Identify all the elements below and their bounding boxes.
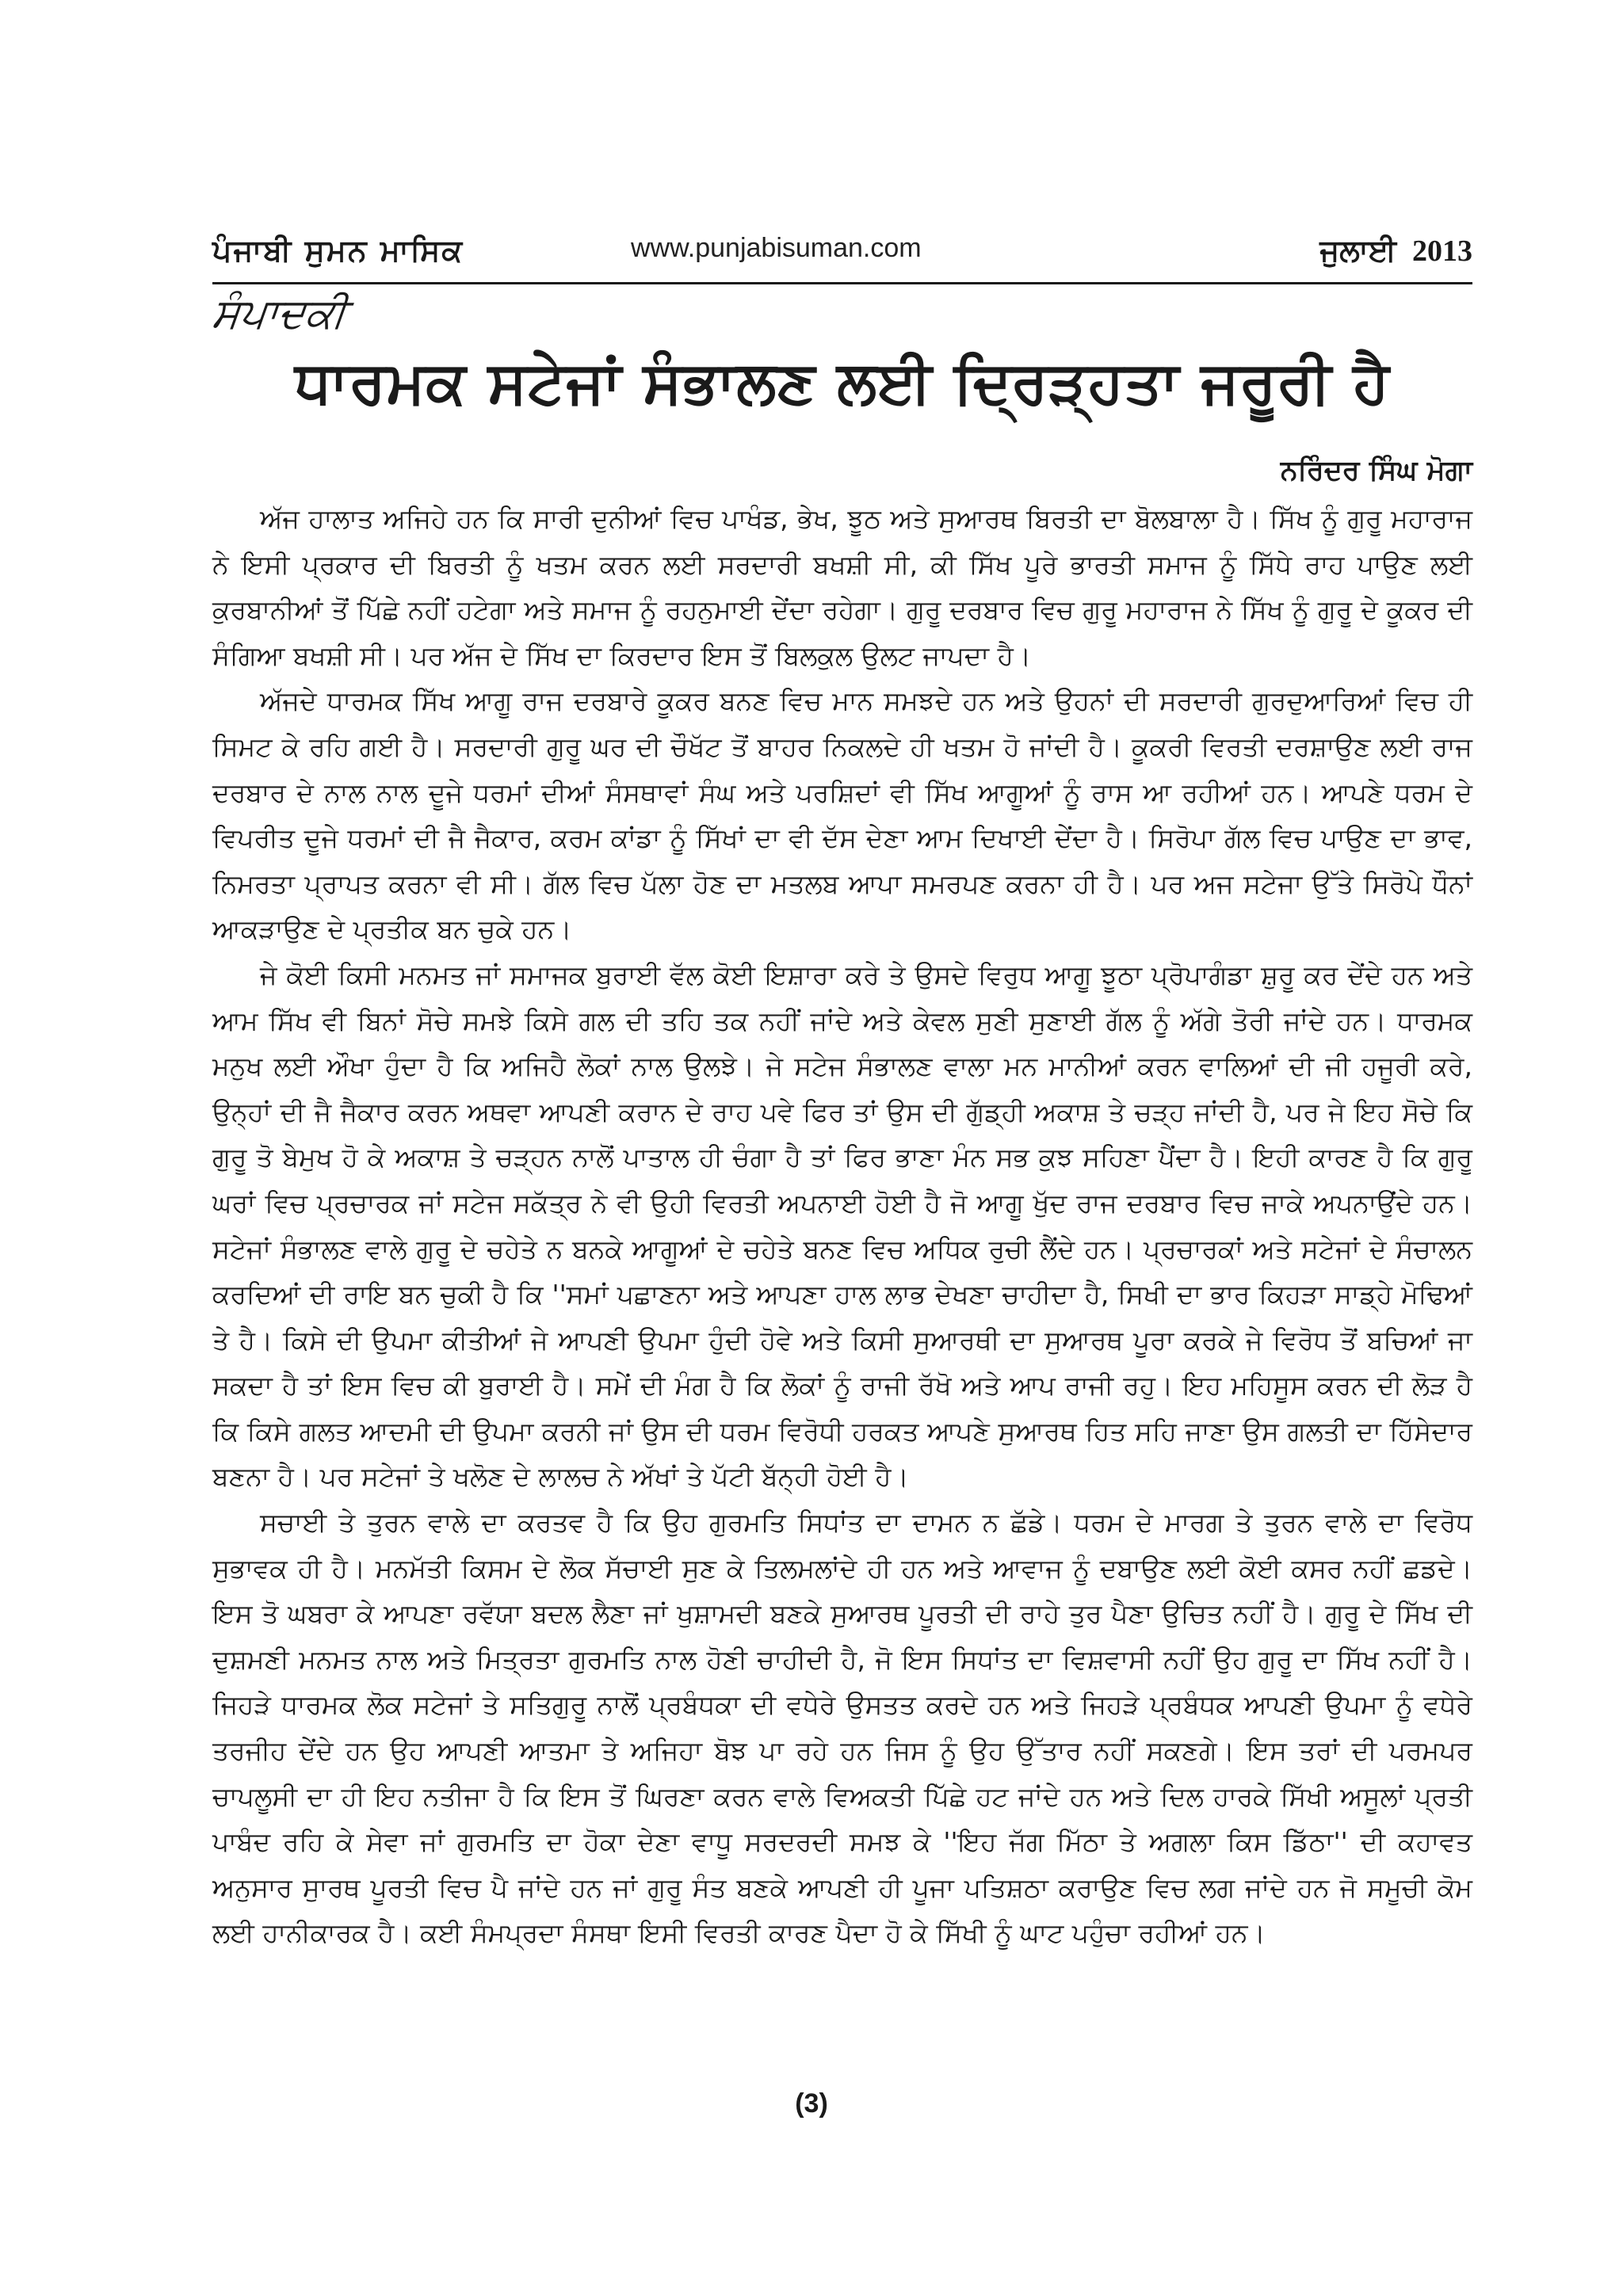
page-number: (3) <box>795 2088 828 2119</box>
page-header <box>212 227 1472 277</box>
issue-date <box>1319 233 1472 269</box>
article-author: ਨਰਿੰਦਰ ਸਿੰਘ ਮੋਗਾ <box>1280 455 1472 486</box>
paragraph: ਜੇ ਕੋਈ ਕਿਸੀ ਮਨਮਤ ਜਾਂ ਸਮਾਜਕ ਬੁਰਾਈ ਵੱਲ ਕੋਈ ਇਸ਼ਾਰਾ ਕਰੇ ਤੇ ਉਸਦੇ ਵਿਰੁਧ ਆਗੂ ਝੂਠਾ ਪ੍ਰੋਪਾਗੰਡਾ ਸ਼ੁਰੂ ਕਰ ਦੇਂਦੇ ਹਨ ਅਤੇ ਆਮ ਸਿੱਖ ਵੀ ਬਿਨਾਂ ਸੋਚੇ ਸਮਝੇ ਕਿਸੇ ਗਲ ਦੀ ਤਹਿ ਤਕ ਨਹੀਂ ਜਾਂਦੇ ਅਤੇ ਕੇਵਲ ਸੁਣੀ ਸੁਣਾਈ ਗੱਲ ਨੂੰ ਅੱਗੇ ਤੋਰੀ ਜਾਂਦੇ ਹਨ। ਧਾਰਮਕ ਮਨੁਖ ਲਈ ਔਖਾ ਹੁੰਦਾ ਹੈ ਕਿ ਅਜਿਹੈ ਲੋਕਾਂ ਨਾਲ ਉਲਝੇ। ਜੇ ਸਟੇਜ ਸੰਭਾਲਣ ਵਾਲਾ ਮਨ ਮਾਨੀਆਂ ਕਰਨ ਵਾਲਿਆਂ ਦੀ ਜੀ ਹਜੂਰੀ ਕਰੇ, ਉਨ੍ਹਾਂ ਦੀ ਜੈ ਜੈਕਾਰ ਕਰਨ ਅਥਵਾ ਆਪਣੀ ਕਰਾਨ ਦੇ ਰਾਹ ਪਵੇ ਫਿਰ ਤਾਂ ਉਸ ਦੀ ਗੁੱਡ੍ਹੀ ਅਕਾਸ਼ ਤੇ ਚੜ੍ਹ ਜਾਂਦੀ ਹੈ, ਪਰ ਜੇ ਇਹ ਸੋਚੇ ਕਿ ਗੁਰੂ ਤੋ ਬੇਮੁਖ ਹੋ ਕੇ ਅਕਾਸ਼ ਤੇ ਚੜ੍ਹਨ ਨਾਲੋਂ ਪਾਤਾਲ ਹੀ ਚੰਗਾ ਹੈ ਤਾਂ ਫਿਰ ਭਾਣਾ ਮੰਨ ਸਭ ਕੁਝ ਸਹਿਣਾ ਪੈਂਦਾ ਹੈ। ਇਹੀ ਕਾਰਣ ਹੈ ਕਿ ਗੁਰੂ ਘਰਾਂ ਵਿਚ ਪ੍ਰਚਾਰਕ ਜਾਂ ਸਟੇਜ ਸਕੱਤ੍ਰ ਨੇ ਵੀ ਉਹੀ ਵਿਰਤੀ ਅਪਨਾਈ ਹੋਈ ਹੈ ਜੋ ਆਗੂ ਖੁੱਦ ਰਾਜ ਦਰਬਾਰ ਵਿਚ ਜਾਕੇ ਅਪਨਾਉਂਦੇ ਹਨ।ਸਟੇਜਾਂ ਸੰਭਾਲਣ ਵਾਲੇ ਗੁਰੂ ਦੇ ਚਹੇਤੇ ਨ ਬਨਕੇ ਆਗੂਆਂ ਦੇ ਚਹੇਤੇ ਬਨਣ ਵਿਚ ਅਧਿਕ ਰੁਚੀ ਲੈਂਦੇ ਹਨ। ਪ੍ਰਚਾਰਕਾਂ ਅਤੇ ਸਟੇਜਾਂ ਦੇ ਸੰਚਾਲਨ ਕਰਦਿਆਂ ਦੀ ਰਾਇ ਬਨ ਚੁਕੀ ਹੈ ਕਿ ''ਸਮਾਂ ਪਛਾਣਨਾ ਅਤੇ ਆਪਣਾ ਹਾਲ ਲਾਭ ਦੇਖਣਾ ਚਾਹੀਦਾ ਹੈ, ਸਿਖੀ ਦਾ ਭਾਰ ਕਿਹੜਾ ਸਾਡ੍ਹੇ ਮੋਢਿਆਂ ਤੇ ਹੈ। ਕਿਸੇ ਦੀ ਉਪਮਾ ਕੀਤੀਆਂ ਜੇ ਆਪਣੀ ਉਪਮਾ ਹੁੰਦੀ ਹੋਵੇ ਅਤੇ ਕਿਸੀ ਸੁਆਰਥੀ ਦਾ ਸੁਆਰਥ ਪੂਰਾ ਕਰਕੇ ਜੇ ਵਿਰੋਧ ਤੋਂ ਬਚਿਆਂ ਜਾ ਸਕਦਾ ਹੈ ਤਾਂ ਇਸ ਵਿਚ ਕੀ ਬੁਰਾਈ ਹੈ। ਸਮੇਂ ਦੀ ਮੰਗ ਹੈ ਕਿ ਲੋਕਾਂ ਨੂੰ ਰਾਜੀ ਰੱਖੋ ਅਤੇ ਆਪ ਰਾਜੀ ਰਹੁ। ਇਹ ਮਹਿਸੂਸ ਕਰਨ ਦੀ ਲੋੜ ਹੈ ਕਿ ਕਿਸੇ ਗਲਤ ਆਦਮੀ ਦੀ ਉਪਮਾ ਕਰਨੀ ਜਾਂ ਉਸ ਦੀ ਧਰਮ ਵਿਰੋਧੀ ਹਰਕਤ ਆਪਣੇ ਸੁਆਰਥ ਹਿਤ ਸਹਿ ਜਾਣਾ ਉਸ ਗਲਤੀ ਦਾ ਹਿੱਸੇਦਾਰ ਬਣਨਾ ਹੈ। ਪਰ ਸਟੇਜਾਂ ਤੇ ਖਲੋਣ ਦੇ ਲਾਲਚ ਨੇ ਅੱਖਾਂ ਤੇ ਪੱਟੀ ਬੱਨ੍ਹੀ ਹੋਈ ਹੈ। <box>212 959 1472 1493</box>
section-label: ਸੰਪਾਦਕੀ <box>209 290 349 338</box>
paragraph: ਅੱਜਦੇ ਧਾਰਮਕ ਸਿੱਖ ਆਗੂ ਰਾਜ ਦਰਬਾਰੇ ਕੂਕਰ ਬਨਣ ਵਿਚ ਮਾਨ ਸਮਝਦੇ ਹਨ ਅਤੇ ਉਹਨਾਂ ਦੀ ਸਰਦਾਰੀ ਗੁਰਦੁਆਰਿਆਂ ਵਿਚ ਹੀ ਸਿਮਟ ਕੇ ਰਹਿ ਗਈ ਹੈ। ਸਰਦਾਰੀ ਗੁਰੂ ਘਰ ਦੀ ਚੌਖੱਟ ਤੋਂ ਬਾਹਰ ਨਿਕਲਦੇ ਹੀ ਖਤਮ ਹੋ ਜਾਂਦੀ ਹੈ। ਕੂਕਰੀ ਵਿਰਤੀ ਦਰਸ਼ਾਉਣ ਲਈ ਰਾਜ ਦਰਬਾਰ ਦੇ ਨਾਲ ਨਾਲ ਦੂਜੇ ਧਰਮਾਂ ਦੀਆਂ ਸੰਸਥਾਵਾਂ ਸੰਘ ਅਤੇ ਪਰਸ਼ਿਦਾਂ ਵੀ ਸਿੱਖ ਆਗੂਆਂ ਨੂੰ ਰਾਸ ਆ ਰਹੀਆਂ ਹਨ। ਆਪਣੇ ਧਰਮ ਦੇ ਵਿਪਰੀਤ ਦੂਜੇ ਧਰਮਾਂ ਦੀ ਜੈ ਜੈਕਾਰ, ਕਰਮ ਕਾਂਡਾ ਨੂੰ ਸਿੱਖਾਂ ਦਾ ਵੀ ਦੱਸ ਦੇਣਾ ਆਮ ਦਿਖਾਈ ਦੇਂਦਾ ਹੈ। ਸਿਰੋਪਾ ਗੱਲ ਵਿਚ ਪਾਉਣ ਦਾ ਭਾਵ, ਨਿਮਰਤਾ ਪ੍ਰਾਪਤ ਕਰਨਾ ਵੀ ਸੀ। ਗੱਲ ਵਿਚ ਪੱਲਾ ਹੋਣ ਦਾ ਮਤਲਬ ਆਪਾ ਸਮਰਪਣ ਕਰਨਾ ਹੀ ਹੈ। ਪਰ ਅਜ ਸਟੇਜਾ ਉੱਤੇ ਸਿਰੋਪੇ ਧੌਨਾਂ ਆਕੜਾਉਣ ਦੇ ਪ੍ਰਤੀਕ ਬਨ ਚੁਕੇ ਹਨ। <box>212 685 1472 945</box>
paragraph: ਸਚਾਈ ਤੇ ਤੁਰਨ ਵਾਲੇ ਦਾ ਕਰਤਵ ਹੈ ਕਿ ਉਹ ਗੁਰਮਤਿ ਸਿਧਾਂਤ ਦਾ ਦਾਮਨ ਨ ਛੱਡੇ। ਧਰਮ ਦੇ ਮਾਰਗ ਤੇ ਤੁਰਨ ਵਾਲੇ ਦਾ ਵਿਰੋਧ ਸੁਭਾਵਕ ਹੀ ਹੈ। ਮਨਮੱਤੀ ਕਿਸਮ ਦੇ ਲੋਕ ਸੱਚਾਈ ਸੁਣ ਕੇ ਤਿਲਮਲਾਂਦੇ ਹੀ ਹਨ ਅਤੇ ਆਵਾਜ ਨੂੰ ਦਬਾਉਣ ਲਈ ਕੋਈ ਕਸਰ ਨਹੀਂ ਛਡਦੇ। ਇਸ ਤੋ ਘਬਰਾ ਕੇ ਆਪਣਾ ਰਵੱਯਾ ਬਦਲ ਲੈਣਾ ਜਾਂ ਖੁਸ਼ਾਮਦੀ ਬਣਕੇ ਸੁਆਰਥ ਪੂਰਤੀ ਦੀ ਰਾਹੇ ਤੁਰ ਪੈਣਾ ਉਚਿਤ ਨਹੀਂ ਹੈ। ਗੁਰੂ ਦੇ ਸਿੱਖ ਦੀ ਦੁਸ਼ਮਣੀ ਮਨਮਤ ਨਾਲ ਅਤੇ ਮਿਤ੍ਰਤਾ ਗੁਰਮਤਿ ਨਾਲ ਹੋਣੀ ਚਾਹੀਦੀ ਹੈ, ਜੋ ਇਸ ਸਿਧਾਂਤ ਦਾ ਵਿਸ਼ਵਾਸੀ ਨਹੀਂ ਉਹ ਗੁਰੂ ਦਾ ਸਿੱਖ ਨਹੀਂ ਹੈ। ਜਿਹੜੇ ਧਾਰਮਕ ਲੋਕ ਸਟੇਜਾਂ ਤੇ ਸਤਿਗੁਰੂ ਨਾਲੋਂ ਪ੍ਰਬੰਧਕਾ ਦੀ ਵਧੇਰੇ ਉਸਤਤ ਕਰਦੇ ਹਨ ਅਤੇ ਜਿਹੜੇ ਪ੍ਰਬੰਧਕ ਆਪਣੀ ਉਪਮਾ ਨੂੰ ਵਧੇਰੇ ਤਰਜੀਹ ਦੇਂਦੇ ਹਨ ਉਹ ਆਪਣੀ ਆਤਮਾ ਤੇ ਅਜਿਹਾ ਬੋਝ ਪਾ ਰਹੇ ਹਨ ਜਿਸ ਨੂੰ ਉਹ ਉੱਤਾਰ ਨਹੀਂ ਸਕਣਗੇ। ਇਸ ਤਰਾਂ ਦੀ ਪਰਮਪਰ ਚਾਪਲੂਸੀ ਦਾ ਹੀ ਇਹ ਨਤੀਜਾ ਹੈ ਕਿ ਇਸ ਤੋਂ ਘਿਰਣਾ ਕਰਨ ਵਾਲੇ ਵਿਅਕਤੀ ਪਿੱਛੇ ਹਟ ਜਾਂਦੇ ਹਨ ਅਤੇ ਦਿਲ ਹਾਰਕੇ ਸਿੱਖੀ ਅਸੂਲਾਂ ਪ੍ਰਤੀ ਪਾਬੰਦ ਰਹਿ ਕੇ ਸੇਵਾ ਜਾਂ ਗੁਰਮਤਿ ਦਾ ਹੋਕਾ ਦੇਣਾ ਵਾਧੂ ਸਰਦਰਦੀ ਸਮਝ ਕੇ ''ਇਹ ਜੱਗ ਮਿੱਠਾ ਤੇ ਅਗਲਾ ਕਿਸ ਡਿੱਠਾ'' ਦੀ ਕਹਾਵਤ ਅਨੁਸਾਰ ਸੁਾਰਥ ਪੂਰਤੀ ਵਿਚ ਪੈ ਜਾਂਦੇ ਹਨ ਜਾਂ ਗੁਰੂ ਸੰਤ ਬਣਕੇ ਆਪਣੀ ਹੀ ਪੂਜਾ ਪਤਿਸ਼ਠਾ ਕਰਾਉਣ ਵਿਚ ਲਗ ਜਾਂਦੇ ਹਨ ਜੋ ਸਮੂਚੀ ਕੋਮ ਲਈ ਹਾਨੀਕਾਰਕ ਹੈ। ਕਈ ਸੰਮਪ੍ਰਦਾ ਸੰਸਥਾ ਇਸੀ ਵਿਰਤੀ ਕਾਰਣ ਪੈਦਾ ਹੋ ਕੇ ਸਿੱਖੀ ਨੂੰ ਘਾਟ ਪਹੁੰਚਾ ਰਹੀਆਂ ਹਨ। <box>212 1507 1472 1949</box>
article-title: ਧਾਰਮਕ ਸਟੇਜਾਂ ਸੰਭਾਲਣ ਲਈ ਦ੍ਰਿੜ੍ਹਤਾ ਜਰੂਰੀ ਹੈ <box>295 349 1390 417</box>
issue-month: ਜੁਲਾਈ <box>1319 233 1396 268</box>
magazine-name: ਪੰਜਾਬੀ ਸੁਮਨ ਮਾਸਿਕ <box>212 233 464 268</box>
issue-year: 2013 <box>1412 235 1472 268</box>
paragraph: ਅੱਜ ਹਾਲਾਤ ਅਜਿਹੇ ਹਨ ਕਿ ਸਾਰੀ ਦੁਨੀਆਂ ਵਿਚ ਪਾਖੰਡ, ਭੇਖ, ਝੂਠ ਅਤੇ ਸੁਆਰਥ ਬਿਰਤੀ ਦਾ ਬੋਲਬਾਲਾ ਹੈ। ਸਿੱਖ ਨੂੰ ਗੁਰੂ ਮਹਾਰਾਜ ਨੇ ਇਸੀ ਪ੍ਰਕਾਰ ਦੀ ਬਿਰਤੀ ਨੂੰ ਖਤਮ ਕਰਨ ਲਈ ਸਰਦਾਰੀ ਬਖਸ਼ੀ ਸੀ, ਕੀ ਸਿੱਖ ਪੂਰੇ ਭਾਰਤੀ ਸਮਾਜ ਨੂੰ ਸਿੱਧੇ ਰਾਹ ਪਾਉਣ ਲਈ ਕੁਰਬਾਨੀਆਂ ਤੋਂ ਪਿੱਛੇ ਨਹੀਂ ਹਟੇਗਾ ਅਤੇ ਸਮਾਜ ਨੂੰ ਰਹਨੁਮਾਈ ਦੇਂਦਾ ਰਹੇਗਾ। ਗੁਰੂ ਦਰਬਾਰ ਵਿਚ ਗੁਰੂ ਮਹਾਰਾਜ ਨੇ ਸਿੱਖ ਨੂੰ ਗੁਰੂ ਦੇ ਕੂਕਰ ਦੀ ਸੰਗਿਆ ਬਖਸ਼ੀ ਸੀ। ਪਰ ਅੱਜ ਦੇ ਸਿੱਖ ਦਾ ਕਿਰਦਾਰ ਇਸ ਤੋਂ ਬਿਲਕੁਲ ਉਲਟ ਜਾਪਦਾ ਹੈ। <box>212 503 1472 671</box>
header-rule <box>212 282 1472 284</box>
article-body <box>212 496 1472 1956</box>
website-link[interactable]: www.punjabisuman.com <box>631 233 922 263</box>
